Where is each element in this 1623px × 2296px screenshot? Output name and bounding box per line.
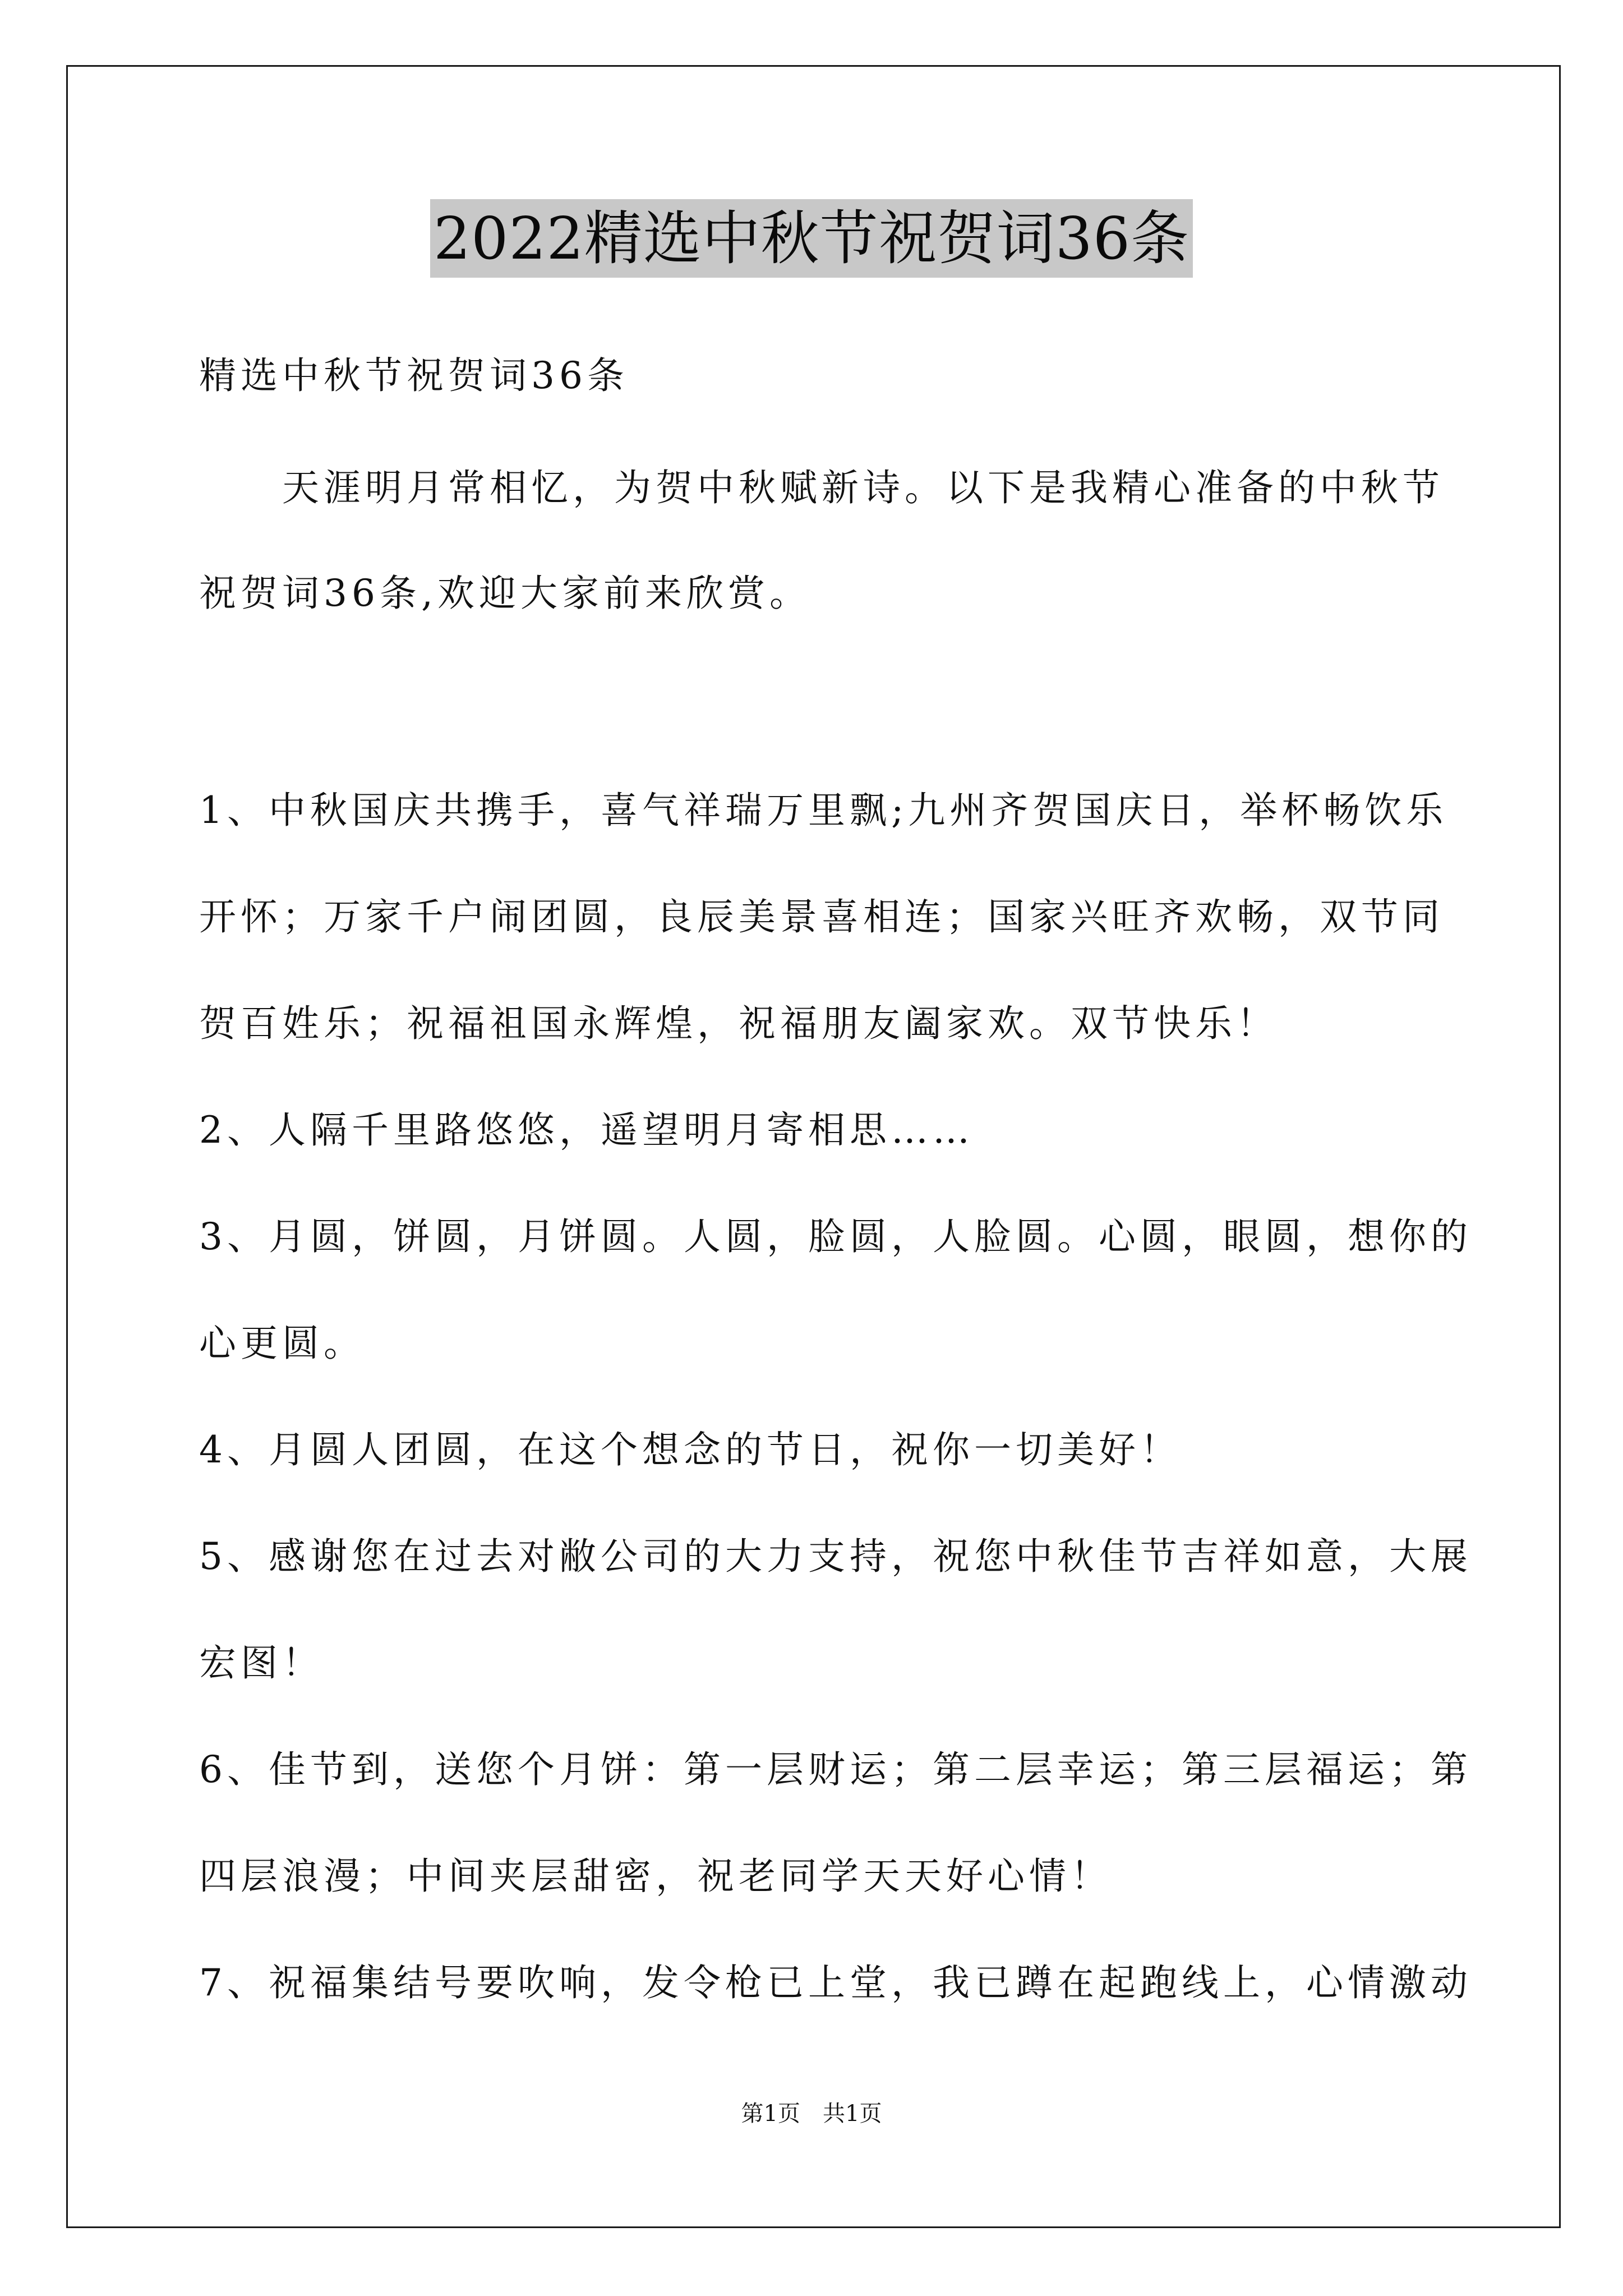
- greeting-line: 开怀；万家千户闹团圆，良辰美景喜相连；国家兴旺齐欢畅，双节同: [199, 895, 1444, 938]
- document-title: 2022精选中秋节祝贺词36条: [430, 199, 1193, 278]
- greeting-line: 7、祝福集结号要吹响，发令枪已上堂，我已蹲在起跑线上，心情激动: [199, 1961, 1472, 2004]
- greeting-line: 宏图！: [199, 1641, 324, 1685]
- subtitle-line: 精选中秋节祝贺词36条: [199, 354, 629, 397]
- greeting-line: 贺百姓乐；祝福祖国永辉煌，祝福朋友阖家欢。双节快乐！: [199, 1002, 1278, 1045]
- greeting-line: 1、中秋国庆共携手，喜气祥瑞万里飘;九州齐贺国庆日，举杯畅饮乐: [199, 789, 1448, 832]
- greeting-line: 心更圆。: [199, 1322, 365, 1365]
- intro-line: 祝贺词36条,欢迎大家前来欣赏。: [199, 572, 811, 615]
- greeting-line: 4、月圆人团圆，在这个想念的节日，祝你一切美好！: [199, 1428, 1182, 1471]
- greeting-line: 6、佳节到，送您个月饼：第一层财运；第二层幸运；第三层福运；第: [199, 1748, 1472, 1791]
- greeting-line: 四层浪漫；中间夹层甜密，祝老同学天天好心情！: [199, 1855, 1112, 1898]
- intro-line: 天涯明月常相忆，为贺中秋赋新诗。以下是我精心准备的中秋节: [199, 466, 1444, 509]
- title-container: [0, 199, 1623, 278]
- greeting-line: 2、人隔千里路悠悠，遥望明月寄相思……: [199, 1108, 974, 1152]
- page-number-footer: 第1页 共1页: [741, 2101, 882, 2127]
- greeting-line: 5、感谢您在过去对敝公司的大力支持，祝您中秋佳节吉祥如意，大展: [199, 1535, 1472, 1578]
- greeting-line: 3、月圆，饼圆，月饼圆。人圆，脸圆，人脸圆。心圆，眼圆，想你的: [199, 1215, 1472, 1258]
